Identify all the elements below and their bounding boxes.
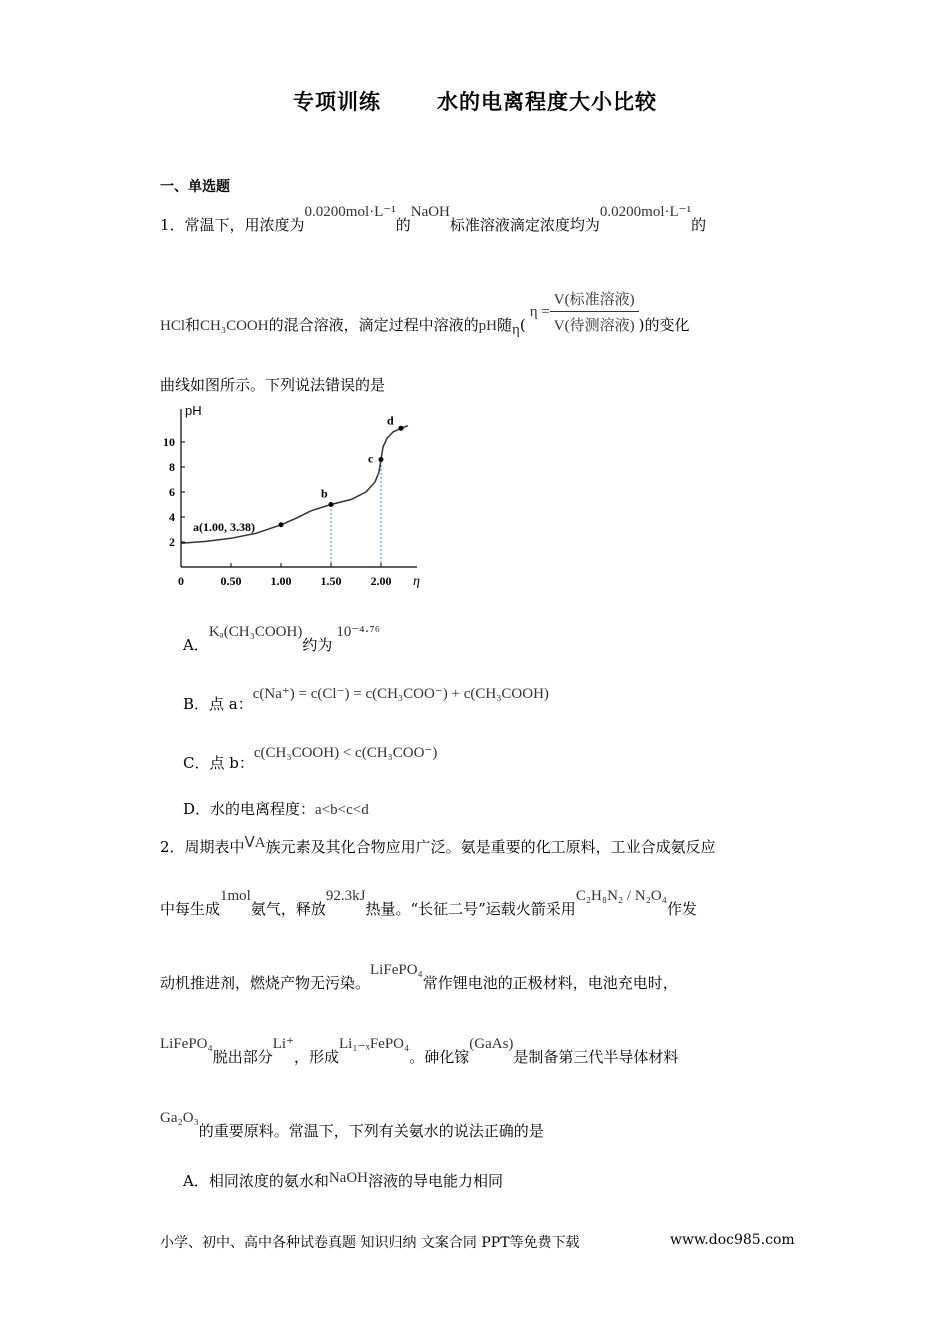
option-a-formula-power: 10⁻⁴·⁷⁶ (336, 624, 380, 640)
q1-l1-text-d: 的 (691, 216, 707, 234)
x-tick-label: 0 (178, 574, 184, 588)
x-axis-label: η (413, 574, 420, 589)
point-label-c: c (368, 451, 374, 466)
option-d-label: D．水的电离程度： (183, 800, 316, 818)
q1-formula-ph: pH (478, 317, 497, 334)
q2-l5-text-a: 的重要原料。常温下，下列有关氨水的说法正确的是 (198, 1122, 544, 1140)
q2-l4-text-d: 是制备第三代半导体材料 (513, 1048, 679, 1066)
q2-line2 (160, 884, 697, 918)
option-d-formula: a<b<c<d (315, 802, 369, 818)
q2-formula-lifepo4: LiFePO₄ (370, 962, 423, 978)
y-tick-label: 10 (163, 435, 175, 449)
q1-formula-hcl: HCl (160, 317, 186, 334)
q2-formula-ga2o3: Ga₂O₃ (160, 1110, 199, 1126)
q2-l4-text-b: ，形成 (294, 1048, 340, 1066)
title-left: 专项训练 (293, 90, 381, 114)
point-label-d: d (387, 413, 394, 428)
point-a (279, 522, 284, 527)
q1-eta-eq: η = (529, 303, 550, 320)
point-b (329, 502, 334, 507)
q1-l2-text-e: )的变化 (638, 315, 690, 334)
q1-l2-text-c: 随 (496, 315, 512, 334)
footer-text: 小学、初中、高中各种试卷真题 知识归纳 文案合同 PPT等免费下载 (160, 1235, 580, 1251)
q2-formula-li1-x: Li₁₋ₓFePO₄ (339, 1036, 410, 1052)
q2-option-a-tail: 溶液的导电能力相同 (368, 1172, 504, 1190)
q1-option-d[interactable] (183, 798, 369, 819)
q2-l2-text-a: 中每生成 (160, 900, 221, 918)
q2-l4-text-c: 。砷化镓 (409, 1048, 470, 1066)
q2-formula-gaas: (GaAs) (469, 1036, 514, 1052)
option-a-text: 约为 (302, 636, 333, 654)
q2-l2-text-d: 作发 (666, 900, 697, 918)
x-tick-label: 1.00 (270, 574, 292, 588)
q2-l2-text-c: 热量。“长征二号”运载火箭采用 (365, 900, 576, 918)
y-tick-label: 6 (169, 485, 175, 499)
option-c-label: C．点 b： (183, 754, 254, 772)
x-tick-label: 0.50 (220, 574, 242, 588)
q2-l2-text-b: 氨气，释放 (250, 900, 326, 918)
q1-line1 (160, 204, 707, 235)
y-tick-label: 2 (169, 535, 175, 549)
point-label-b: b (321, 486, 328, 501)
q1-formula-naoh: NaOH (410, 204, 450, 220)
x-tick-label: 2.00 (370, 574, 392, 588)
section-heading: 一、单选题 (160, 179, 230, 195)
q1-formula-conc2: 0.0200mol·L⁻¹ (599, 204, 692, 220)
option-a-formula-ka: Kₐ(CH₃COOH) (208, 624, 303, 640)
q2-formula-energy: 92.3kJ (325, 888, 366, 904)
q1-line2 (160, 288, 690, 338)
q2-formula-group: ⅤA (244, 835, 266, 851)
q1-option-b[interactable] (183, 682, 549, 713)
q2-line4 (160, 1032, 679, 1066)
q1-l1-text-b: 的 (395, 216, 411, 234)
q2-line1 (160, 836, 716, 857)
q2-option-a-formula: NaOH (328, 1170, 368, 1186)
y-tick-label: 4 (169, 510, 175, 524)
q1-eta-fraction (550, 288, 639, 335)
q1-l2-text-d: ( (519, 315, 526, 334)
q1-l1-text-a: 1．常温下，用浓度为 (160, 216, 305, 234)
q1-formula-ch3cooh: CH₃COOH (200, 317, 269, 334)
q1-option-a[interactable] (183, 620, 380, 654)
q2-l1-text-b: 族元素及其化合物应用广泛。氨是重要的化工原料，工业合成氨反应 (265, 838, 716, 856)
q2-option-a-label: A．相同浓度的氨水和 (183, 1172, 329, 1190)
point-c (379, 457, 384, 462)
y-tick-label: 8 (169, 460, 175, 474)
q2-line3 (160, 958, 678, 992)
q2-formula-1mol: 1mol (220, 888, 251, 904)
q2-option-a[interactable] (183, 1166, 504, 1190)
option-b-label: B．点 a： (183, 695, 253, 713)
q2-formula-propellant: C₂H₈N₂ / N₂O₄ (575, 888, 667, 904)
y-axis-label: pH (185, 405, 202, 418)
option-b-formula: c(Na⁺) = c(Cl⁻) = c(CH₃COO⁻) + c(CH₃COOH) (252, 686, 549, 702)
point-label-a: a(1.00, 3.38) (193, 519, 255, 534)
point-d (399, 426, 404, 431)
page-title (0, 86, 950, 116)
q2-l3-text-a: 动机推进剂，燃烧产物无污染。 (160, 974, 371, 992)
q1-line3: 曲线如图所示。下列说法错误的是 (160, 376, 386, 394)
x-tick-label: 1.50 (320, 574, 342, 588)
q1-formula-eta: η (511, 321, 520, 338)
q1-eta-numerator: V(标准溶液) (550, 288, 639, 312)
q1-l2-text-a: 和 (185, 315, 201, 334)
q2-l4-text-a: 脱出部分 (212, 1048, 273, 1066)
q2-line5 (160, 1106, 544, 1140)
option-a-label: A． (183, 636, 209, 654)
title-right: 水的电离程度大小比较 (437, 90, 657, 114)
footer-link[interactable]: www.doc985.com (670, 1232, 795, 1248)
q2-formula-li-ion: Li⁺ (272, 1036, 294, 1052)
q2-formula-lifepo4-2: LiFePO₄ (160, 1036, 213, 1052)
q1-l1-text-c: 标准溶液滴定浓度均为 (449, 216, 600, 234)
q1-eta-denominator: V(待测溶液) (553, 318, 635, 334)
q1-option-c[interactable] (183, 741, 438, 772)
option-c-formula: c(CH₃COOH) < c(CH₃COO⁻) (253, 745, 438, 761)
q2-l1-text-a: 2．周期表中 (160, 838, 245, 856)
q1-l2-text-b: 的混合溶液，滴定过程中溶液的 (268, 315, 479, 334)
q1-formula-conc: 0.0200mol·L⁻¹ (304, 204, 396, 220)
titration-chart (155, 405, 420, 590)
q2-l3-text-b: 常作锂电池的正极材料，电池充电时， (422, 974, 678, 992)
